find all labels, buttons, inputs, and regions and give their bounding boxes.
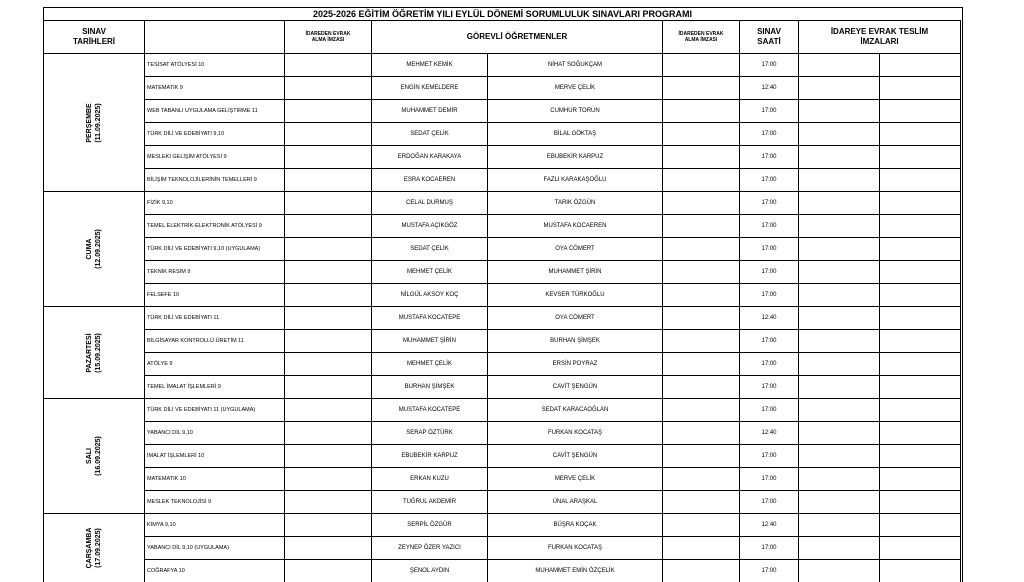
teacher-1-cell: ESRA KOCAEREN: [372, 169, 488, 192]
signature-cell: [285, 468, 372, 491]
day-date: (17.09.2025): [95, 528, 102, 568]
signature-cell: [285, 77, 372, 100]
return-signature-cell: [799, 192, 880, 215]
course-cell: TÜRK DİLİ VE EDEBİYATI 11: [145, 307, 285, 330]
return-signature-cell: [799, 353, 880, 376]
signature-cell: [285, 261, 372, 284]
day-name: ÇARŞAMBA: [86, 527, 93, 569]
course-cell: MATEMATİK 10: [145, 468, 285, 491]
return-signature-cell: [880, 100, 961, 123]
return-signature-cell: [880, 468, 961, 491]
teacher-2-cell: EBUBEKİR KARPUZ: [488, 146, 663, 169]
return-signature-cell: [799, 491, 880, 514]
exam-time-cell: 17:00: [740, 537, 799, 560]
teacher-1-cell: MUHAMMET ŞİRİN: [372, 330, 488, 353]
header-line: ALMA İMZASI: [684, 37, 718, 43]
return-signature-cell: [799, 54, 880, 77]
course-cell: WEB TABANLI UYGULAMA GELİŞTİRME 11: [145, 100, 285, 123]
return-signature-cell: [880, 491, 961, 514]
day-name: PAZARTESİ: [86, 332, 93, 373]
signature-cell: [285, 123, 372, 146]
header-line: İDAREDEN EVRAK: [305, 31, 351, 37]
signature-cell: [285, 146, 372, 169]
header-exam-dates: [44, 21, 145, 54]
return-signature-cell: [799, 330, 880, 353]
signature-cell: [285, 192, 372, 215]
day-group-cell: [44, 54, 145, 192]
return-signature-cell: [799, 514, 880, 537]
header-line: SINAV: [757, 27, 781, 36]
day-label: [85, 436, 103, 476]
signature-cell: [663, 307, 740, 330]
return-signature-cell: [880, 353, 961, 376]
signature-cell: [285, 445, 372, 468]
teacher-1-cell: ŞENOL AYDIN: [372, 560, 488, 582]
day-group-cell: [44, 514, 145, 582]
teacher-1-cell: EBUBEKİR KARPUZ: [372, 445, 488, 468]
return-signature-cell: [799, 399, 880, 422]
teacher-2-cell: FAZLI KARAKAŞOĞLU: [488, 169, 663, 192]
teacher-1-cell: CELAL DURMUŞ: [372, 192, 488, 215]
return-signature-cell: [799, 537, 880, 560]
day-name: SALI: [86, 448, 93, 464]
teacher-1-cell: MEHMET KEMİK: [372, 54, 488, 77]
teacher-2-cell: SEDAT KARACAOĞLAN: [488, 399, 663, 422]
teacher-1-cell: NİLGÜL AKSOY KOÇ: [372, 284, 488, 307]
day-group-cell: [44, 192, 145, 307]
signature-cell: [663, 537, 740, 560]
signature-cell: [663, 77, 740, 100]
course-cell: MESLEKİ GELİŞİM ATÖLYESİ 9: [145, 146, 285, 169]
return-signature-cell: [799, 560, 880, 582]
course-cell: FİZİK 9,10: [145, 192, 285, 215]
course-cell: İMALAT İŞLEMLERİ 10: [145, 445, 285, 468]
exam-time-cell: 17:00: [740, 100, 799, 123]
course-cell: TESİSAT ATÖLYESİ 10: [145, 54, 285, 77]
exam-time-cell: 17:00: [740, 560, 799, 582]
return-signature-cell: [880, 330, 961, 353]
day-group-cell: [44, 399, 145, 514]
course-cell: MATEMATİK 9: [145, 77, 285, 100]
teacher-1-cell: SEDAT ÇELİK: [372, 238, 488, 261]
course-cell: TEKNİK RESİM 9: [145, 261, 285, 284]
exam-time-cell: 17:00: [740, 330, 799, 353]
return-signature-cell: [799, 468, 880, 491]
signature-cell: [285, 238, 372, 261]
exam-schedule-sheet: [43, 7, 963, 582]
teacher-1-cell: ENGİN KEMELDERE: [372, 77, 488, 100]
header-line: GÖREVLİ ÖĞRETMENLER: [466, 32, 568, 41]
day-name: PERŞEMBE: [86, 102, 93, 143]
return-signature-cell: [880, 146, 961, 169]
page-title: 2025-2026 EĞİTİM ÖĞRETİM YILI EYLÜL DÖNEMİ SORUMLULUK SINAVLARI PROGRAMI: [44, 8, 961, 21]
teacher-2-cell: BİLAL GÖKTAŞ: [488, 123, 663, 146]
signature-cell: [663, 468, 740, 491]
exam-time-cell: 17:00: [740, 215, 799, 238]
course-cell: BİLİŞİM TEKNOLOJİLERİNİN TEMELLERİ 9: [145, 169, 285, 192]
signature-cell: [663, 445, 740, 468]
signature-cell: [663, 215, 740, 238]
course-cell: COĞRAFYA 10: [145, 560, 285, 582]
teacher-2-cell: FURKAN KOCATAŞ: [488, 422, 663, 445]
teacher-2-cell: MUHAMMET EMİN ÖZÇELİK: [488, 560, 663, 582]
teacher-1-cell: MUHAMMET DEMİR: [372, 100, 488, 123]
signature-cell: [285, 353, 372, 376]
signature-cell: [663, 514, 740, 537]
exam-time-cell: 17:00: [740, 284, 799, 307]
return-signature-cell: [799, 376, 880, 399]
course-cell: TÜRK DİLİ VE EDEBİYATI 9,10 (UYGULAMA): [145, 238, 285, 261]
exam-time-cell: 17:00: [740, 491, 799, 514]
header-return-signatures: [799, 21, 961, 54]
teacher-2-cell: ERSİN POYRAZ: [488, 353, 663, 376]
teacher-2-cell: FURKAN KOCATAŞ: [488, 537, 663, 560]
teacher-2-cell: CAVİT ŞENGÜN: [488, 376, 663, 399]
signature-cell: [663, 422, 740, 445]
day-label: [85, 528, 103, 569]
return-signature-cell: [799, 77, 880, 100]
teacher-2-cell: OYA CÖMERT: [488, 307, 663, 330]
teacher-2-cell: KEVSER TÜRKOĞLU: [488, 284, 663, 307]
course-cell: TÜRK DİLİ VE EDEBİYATI 9,10: [145, 123, 285, 146]
return-signature-cell: [880, 445, 961, 468]
return-signature-cell: [799, 422, 880, 445]
return-signature-cell: [799, 146, 880, 169]
course-cell: YABANCI DİL 9,10: [145, 422, 285, 445]
return-signature-cell: [880, 284, 961, 307]
course-cell: FELSEFE 10: [145, 284, 285, 307]
teacher-2-cell: NİHAT SOĞUKÇAM: [488, 54, 663, 77]
header-line: İDAREDEN EVRAK: [678, 31, 724, 37]
exam-time-cell: 17:00: [740, 192, 799, 215]
teacher-1-cell: SERAP ÖZTÜRK: [372, 422, 488, 445]
signature-cell: [663, 261, 740, 284]
teacher-1-cell: MUSTAFA AÇIKGÖZ: [372, 215, 488, 238]
return-signature-cell: [799, 169, 880, 192]
header-line: İMZALARI: [860, 37, 899, 46]
course-cell: BİLGİSAYAR KONTROLLÜ ÜRETİM 11: [145, 330, 285, 353]
signature-cell: [285, 54, 372, 77]
signature-cell: [663, 491, 740, 514]
signature-cell: [285, 537, 372, 560]
signature-cell: [285, 284, 372, 307]
day-date: (11.09.2025): [95, 102, 102, 143]
signature-cell: [285, 491, 372, 514]
signature-cell: [663, 238, 740, 261]
course-cell: TÜRK DİLİ VE EDEBİYATI 11 (UYGULAMA): [145, 399, 285, 422]
header-line: SINAV: [82, 27, 106, 36]
exam-time-cell: 17:00: [740, 146, 799, 169]
header-assigned-teachers: [372, 21, 663, 54]
signature-cell: [285, 376, 372, 399]
header-line: TARİHLERİ: [72, 37, 116, 46]
teacher-1-cell: ZEYNEP ÖZER YAZICI: [372, 537, 488, 560]
header-pickup-signature-2: [663, 21, 740, 54]
teacher-1-cell: ERDOĞAN KARAKAYA: [372, 146, 488, 169]
exam-time-cell: 17:00: [740, 54, 799, 77]
teacher-1-cell: TUĞRUL AKDEMİR: [372, 491, 488, 514]
signature-cell: [285, 307, 372, 330]
course-cell: KİMYA 9,10: [145, 514, 285, 537]
return-signature-cell: [880, 261, 961, 284]
return-signature-cell: [799, 284, 880, 307]
return-signature-cell: [880, 422, 961, 445]
signature-cell: [285, 330, 372, 353]
teacher-1-cell: SERPİL ÖZGÜR: [372, 514, 488, 537]
return-signature-cell: [880, 192, 961, 215]
teacher-2-cell: BÜŞRA KOÇAK: [488, 514, 663, 537]
return-signature-cell: [880, 54, 961, 77]
course-cell: YABANCI DİL 9,10 (UYGULAMA): [145, 537, 285, 560]
exam-time-cell: 17:00: [740, 123, 799, 146]
day-label: [85, 103, 103, 142]
return-signature-cell: [799, 445, 880, 468]
exam-time-cell: 17:00: [740, 261, 799, 284]
course-cell: ATÖLYE 9: [145, 353, 285, 376]
teacher-2-cell: CUMHUR TORUN: [488, 100, 663, 123]
day-date: (16.09.2025): [95, 436, 102, 476]
day-label: [85, 333, 103, 373]
teacher-2-cell: TARIK ÖZGÜN: [488, 192, 663, 215]
header-exam-time: [740, 21, 799, 54]
header-line: SAATİ: [757, 37, 781, 46]
return-signature-cell: [880, 537, 961, 560]
return-signature-cell: [799, 307, 880, 330]
return-signature-cell: [880, 399, 961, 422]
teacher-1-cell: MUSTAFA KOCATEPE: [372, 399, 488, 422]
return-signature-cell: [880, 238, 961, 261]
signature-cell: [663, 376, 740, 399]
teacher-2-cell: CAVİT ŞENGÜN: [488, 445, 663, 468]
signature-cell: [663, 123, 740, 146]
return-signature-cell: [799, 215, 880, 238]
course-cell: MESLEK TEKNOLOJİSİ 9: [145, 491, 285, 514]
return-signature-cell: [880, 169, 961, 192]
signature-cell: [663, 284, 740, 307]
signature-cell: [285, 422, 372, 445]
exam-time-cell: 17:00: [740, 238, 799, 261]
exam-time-cell: 17:00: [740, 445, 799, 468]
signature-cell: [663, 353, 740, 376]
signature-cell: [663, 169, 740, 192]
header-line: İDAREYE EVRAK TESLİM: [830, 27, 929, 36]
return-signature-cell: [880, 560, 961, 582]
day-name: CUMA: [86, 238, 93, 260]
exam-time-cell: 12:40: [740, 307, 799, 330]
return-signature-cell: [880, 307, 961, 330]
teacher-1-cell: ERKAN KUZU: [372, 468, 488, 491]
teacher-2-cell: MUSTAFA KOCAEREN: [488, 215, 663, 238]
signature-cell: [663, 330, 740, 353]
signature-cell: [663, 146, 740, 169]
signature-cell: [285, 399, 372, 422]
return-signature-cell: [799, 100, 880, 123]
return-signature-cell: [880, 77, 961, 100]
exam-time-cell: 17:00: [740, 169, 799, 192]
teacher-2-cell: MUHAMMET ŞİRİN: [488, 261, 663, 284]
course-cell: TEMEL ELEKTRİK-ELEKTRONİK ATÖLYESİ 9: [145, 215, 285, 238]
signature-cell: [285, 169, 372, 192]
header-pickup-signature-1: [285, 21, 372, 54]
exam-time-cell: 17:00: [740, 468, 799, 491]
signature-cell: [663, 560, 740, 582]
teacher-2-cell: BURHAN ŞİMŞEK: [488, 330, 663, 353]
teacher-2-cell: OYA CÖMERT: [488, 238, 663, 261]
teacher-1-cell: MUSTAFA KOCATEPE: [372, 307, 488, 330]
header-line: ALMA İMZASI: [311, 37, 345, 43]
return-signature-cell: [799, 123, 880, 146]
exam-time-cell: 12:40: [740, 77, 799, 100]
exam-time-cell: 17:00: [740, 376, 799, 399]
teacher-1-cell: SEDAT ÇELİK: [372, 123, 488, 146]
signature-cell: [663, 54, 740, 77]
header-course: [145, 21, 285, 54]
signature-cell: [663, 192, 740, 215]
exam-time-cell: 17:00: [740, 353, 799, 376]
return-signature-cell: [880, 123, 961, 146]
teacher-2-cell: MERVE ÇELİK: [488, 468, 663, 491]
exam-time-cell: 17:00: [740, 399, 799, 422]
day-label: [85, 229, 103, 269]
signature-cell: [285, 215, 372, 238]
signature-cell: [663, 399, 740, 422]
signature-cell: [285, 514, 372, 537]
return-signature-cell: [880, 215, 961, 238]
return-signature-cell: [880, 514, 961, 537]
exam-time-cell: 12:40: [740, 514, 799, 537]
teacher-1-cell: MEHMET ÇELİK: [372, 261, 488, 284]
day-group-cell: [44, 307, 145, 399]
signature-cell: [285, 560, 372, 582]
teacher-2-cell: MERVE ÇELİK: [488, 77, 663, 100]
day-date: (12.09.2025): [95, 229, 102, 269]
teacher-1-cell: MEHMET ÇELİK: [372, 353, 488, 376]
return-signature-cell: [880, 376, 961, 399]
signature-cell: [663, 100, 740, 123]
course-cell: TEMEL İMALAT İŞLEMLERİ 9: [145, 376, 285, 399]
day-date: (15.09.2025): [95, 332, 102, 373]
teacher-1-cell: BURHAN ŞİMŞEK: [372, 376, 488, 399]
exam-time-cell: 12:40: [740, 422, 799, 445]
return-signature-cell: [799, 238, 880, 261]
return-signature-cell: [799, 261, 880, 284]
signature-cell: [285, 100, 372, 123]
teacher-2-cell: ÜNAL ARAŞKAL: [488, 491, 663, 514]
